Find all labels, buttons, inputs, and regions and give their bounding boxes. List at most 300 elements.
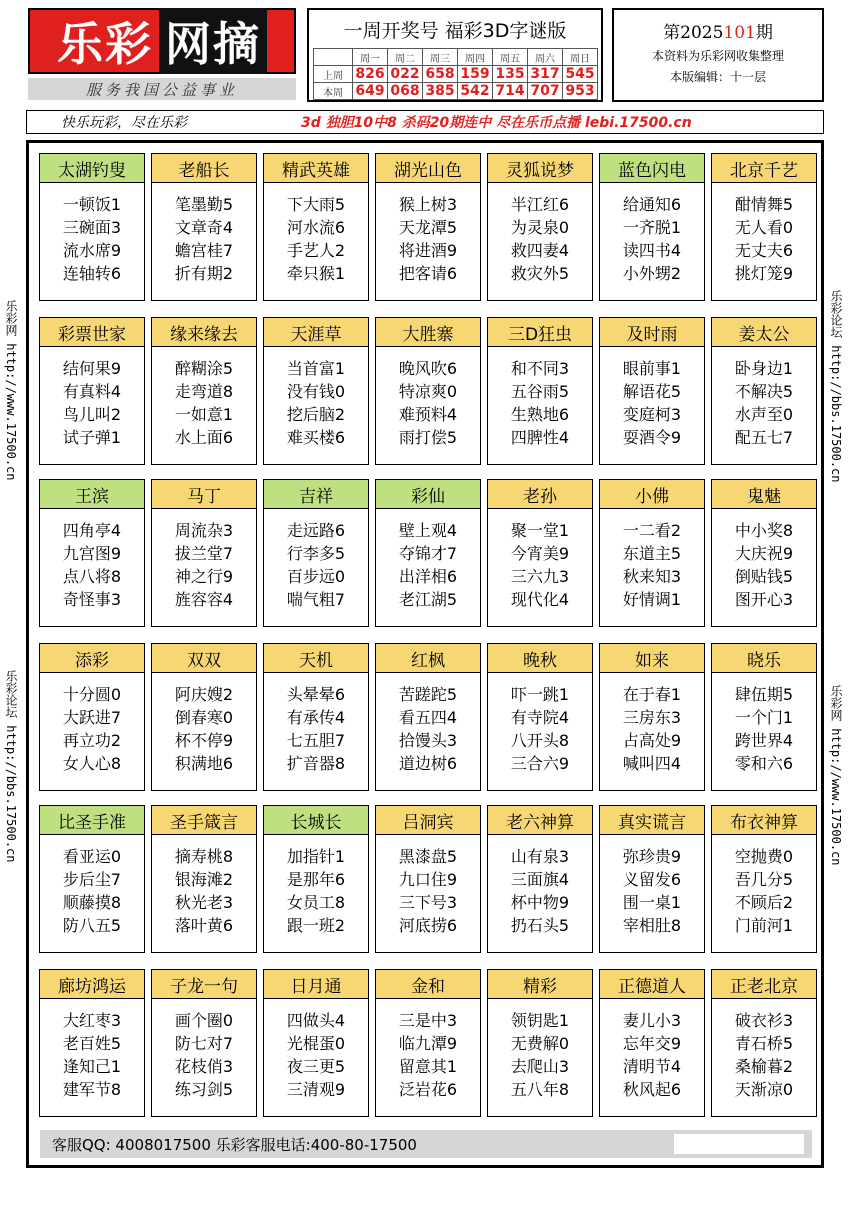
- puzzle-line: 笔墨勤5: [174, 195, 234, 214]
- puzzle-author: 正老北京: [712, 970, 816, 999]
- puzzle-line: 无丈夫6: [734, 241, 794, 260]
- puzzle-line: 青石桥5: [734, 1034, 794, 1053]
- puzzle-line: 不顾后2: [734, 893, 794, 912]
- draw-number: 658: [423, 66, 458, 83]
- puzzle-line: 杯不停9: [174, 731, 234, 750]
- puzzle-line: 走远路6: [286, 521, 346, 540]
- puzzle-cell: [39, 479, 145, 627]
- puzzle-line: 酣情舞5: [734, 195, 794, 214]
- puzzle-lines: [376, 509, 480, 611]
- puzzle-cell: [487, 317, 593, 465]
- puzzle-line: 晚风吹6: [398, 359, 458, 378]
- day-label: 周三: [423, 49, 458, 66]
- day-label: 周五: [493, 49, 528, 66]
- puzzle-line: 画个圈0: [174, 1011, 234, 1030]
- puzzle-cell: [39, 805, 145, 953]
- puzzle-cell: [263, 643, 369, 791]
- puzzle-lines: [712, 835, 816, 937]
- puzzle-line: 旌容容4: [174, 590, 234, 609]
- puzzle-line: 忘年交9: [622, 1034, 682, 1053]
- puzzle-line: 天龙潭5: [398, 218, 458, 237]
- puzzle-line: 一个门1: [734, 708, 794, 727]
- puzzle-cell: [487, 643, 593, 791]
- puzzle-line: 特凉爽0: [398, 382, 458, 401]
- puzzle-line: 无人看0: [734, 218, 794, 237]
- puzzle-author: 小佛: [600, 480, 704, 509]
- puzzle-cell: [711, 479, 817, 627]
- puzzle-line: 大庆祝9: [734, 544, 794, 563]
- puzzle-line: 河水流6: [286, 218, 346, 237]
- puzzle-line: 在于春1: [622, 685, 682, 704]
- puzzle-lines: [712, 183, 816, 285]
- puzzle-author: 精彩: [488, 970, 592, 999]
- puzzle-line: 围一桌1: [622, 893, 682, 912]
- puzzle-line: 读四书4: [622, 241, 682, 260]
- puzzle-lines: [488, 347, 592, 449]
- puzzle-line: 破衣衫3: [734, 1011, 794, 1030]
- puzzle-line: 练习剑5: [174, 1080, 234, 1099]
- puzzle-lines: [488, 509, 592, 611]
- puzzle-line: 百步远0: [286, 567, 346, 586]
- draw-number: 826: [353, 66, 388, 83]
- puzzle-line: 天渐凉0: [734, 1080, 794, 1099]
- puzzle-author: 彩仙: [376, 480, 480, 509]
- puzzle-line: 三清观9: [286, 1080, 346, 1099]
- puzzle-author: 日月通: [264, 970, 368, 999]
- puzzle-lines: [152, 347, 256, 449]
- puzzle-line: 吓一跳1: [510, 685, 570, 704]
- puzzle-line: 下大雨5: [286, 195, 346, 214]
- puzzle-line: 积满地6: [174, 754, 234, 773]
- puzzle-author: 金和: [376, 970, 480, 999]
- puzzle-lines: [376, 183, 480, 285]
- draw-results-table: [313, 48, 598, 100]
- puzzle-author: 如来: [600, 644, 704, 673]
- puzzle-line: 聚一堂1: [510, 521, 570, 540]
- puzzle-lines: [152, 835, 256, 937]
- puzzle-line: 十分圆0: [62, 685, 122, 704]
- puzzle-line: 折有期2: [174, 264, 234, 283]
- puzzle-line: 奇怪事3: [62, 590, 122, 609]
- this-week-label: 本周: [314, 83, 353, 100]
- puzzle-line: 手艺人2: [286, 241, 346, 260]
- puzzle-line: 逢知己1: [62, 1057, 122, 1076]
- puzzle-line: 当首富1: [286, 359, 346, 378]
- puzzle-line: 妻儿小3: [622, 1011, 682, 1030]
- puzzle-line: 建军节8: [62, 1080, 122, 1099]
- puzzle-lines: [488, 999, 592, 1101]
- puzzle-author: 北京千艺: [712, 154, 816, 183]
- puzzle-line: 救灾外5: [510, 264, 570, 283]
- puzzle-line: 现代化4: [510, 590, 570, 609]
- puzzle-line: 摘寿桃8: [174, 847, 234, 866]
- puzzle-lines: [40, 347, 144, 449]
- draw-number: 317: [528, 66, 563, 83]
- puzzle-line: 不解决5: [734, 382, 794, 401]
- puzzle-lines: [152, 999, 256, 1101]
- puzzle-line: 解语花5: [622, 382, 682, 401]
- page-title: 一周开奖号 福彩3D字谜版: [343, 20, 567, 42]
- puzzle-line: 大跃进7: [62, 708, 122, 727]
- puzzle-line: 水上面6: [174, 428, 234, 447]
- puzzle-line: 耍酒令9: [622, 428, 682, 447]
- puzzle-line: 占高处9: [622, 731, 682, 750]
- puzzle-line: 义留发6: [622, 870, 682, 889]
- puzzle-line: 杯中物9: [510, 893, 570, 912]
- puzzle-line: 阿庆嫂2: [174, 685, 234, 704]
- puzzle-line: 临九潭9: [398, 1034, 458, 1053]
- puzzle-lines: [40, 183, 144, 285]
- puzzle-author: 湖光山色: [376, 154, 480, 183]
- puzzle-line: 步后尘7: [62, 870, 122, 889]
- puzzle-line: 黑漆盘5: [398, 847, 458, 866]
- puzzle-line: 防八五5: [62, 916, 122, 935]
- puzzle-line: 有寺院4: [510, 708, 570, 727]
- puzzle-line: 结何果9: [62, 359, 122, 378]
- puzzle-line: 老江湖5: [398, 590, 458, 609]
- draw-number: 385: [423, 83, 458, 100]
- draw-number: 022: [388, 66, 423, 83]
- puzzle-line: 看亚运0: [62, 847, 122, 866]
- puzzle-author: 双双: [152, 644, 256, 673]
- puzzle-line: 三是中3: [398, 1011, 458, 1030]
- footer: [40, 1130, 812, 1158]
- puzzle-lines: [40, 673, 144, 775]
- puzzle-lines: [488, 673, 592, 775]
- puzzle-author: 太湖钓叟: [40, 154, 144, 183]
- puzzle-lines: [264, 347, 368, 449]
- puzzle-author: 吉祥: [264, 480, 368, 509]
- puzzle-author: 布衣神算: [712, 806, 816, 835]
- puzzle-cell: [599, 479, 705, 627]
- puzzle-line: 跨世界4: [734, 731, 794, 750]
- puzzle-line: 为灵泉0: [510, 218, 570, 237]
- puzzle-line: 有承传4: [286, 708, 346, 727]
- logo-text-main: 乐彩: [57, 17, 153, 71]
- day-label: 周六: [528, 49, 563, 66]
- puzzle-author: 比圣手准: [40, 806, 144, 835]
- puzzle-line: 五八年8: [510, 1080, 570, 1099]
- puzzle-cell: [599, 643, 705, 791]
- puzzle-line: 一齐脱1: [622, 218, 682, 237]
- day-label: 周日: [563, 49, 598, 66]
- puzzle-author: 缘来缘去: [152, 318, 256, 347]
- puzzle-line: 夺锦才7: [398, 544, 458, 563]
- puzzle-line: 顺藤摸8: [62, 893, 122, 912]
- puzzle-lines: [40, 999, 144, 1101]
- puzzle-cell: [39, 969, 145, 1117]
- puzzle-line: 好情调1: [622, 590, 682, 609]
- puzzle-line: 夜三更5: [286, 1057, 346, 1076]
- puzzle-line: 拾馒头3: [398, 731, 458, 750]
- draw-number: 545: [563, 66, 598, 83]
- puzzle-line: 苦蹉跎5: [398, 685, 458, 704]
- puzzle-lines: [264, 835, 368, 937]
- day-label: 周一: [353, 49, 388, 66]
- issue-number: 第2025101期: [663, 23, 773, 43]
- puzzle-author: 精武英雄: [264, 154, 368, 183]
- puzzle-author: 蓝色闪电: [600, 154, 704, 183]
- draw-results-box: [307, 8, 603, 102]
- puzzle-line: 有真料4: [62, 382, 122, 401]
- puzzle-author: 及时雨: [600, 318, 704, 347]
- puzzle-line: 今宵美9: [510, 544, 570, 563]
- ad-slogan: 快乐玩彩，尽在乐彩: [61, 115, 187, 131]
- puzzle-line: 挑灯笼9: [734, 264, 794, 283]
- puzzle-cell: [375, 153, 481, 301]
- puzzle-cell: [711, 969, 817, 1117]
- puzzle-line: 点八将8: [62, 567, 122, 586]
- source-note: 本资料为乐彩网收集整理: [651, 49, 784, 63]
- puzzle-lines: [712, 509, 816, 611]
- puzzle-lines: [264, 509, 368, 611]
- puzzle-author: 添彩: [40, 644, 144, 673]
- puzzle-cell: [39, 153, 145, 301]
- puzzle-author: 正德道人: [600, 970, 704, 999]
- puzzle-cell: [599, 153, 705, 301]
- puzzle-lines: [376, 835, 480, 937]
- side-text-right-top: 乐彩论坛 http://bbs.17500.cn: [829, 290, 843, 483]
- puzzle-lines: [264, 673, 368, 775]
- puzzle-line: 山有泉3: [510, 847, 570, 866]
- puzzle-author: 三D狂虫: [488, 318, 592, 347]
- puzzle-author: 老孙: [488, 480, 592, 509]
- puzzle-line: 泛岩花6: [398, 1080, 458, 1099]
- puzzle-cell: [263, 317, 369, 465]
- puzzle-line: 是那年6: [286, 870, 346, 889]
- puzzle-lines: [376, 673, 480, 775]
- draw-number: 135: [493, 66, 528, 83]
- puzzle-line: 生熟地6: [510, 405, 570, 424]
- puzzle-author: 姜太公: [712, 318, 816, 347]
- puzzle-line: 半江红6: [510, 195, 570, 214]
- puzzle-cell: [711, 153, 817, 301]
- puzzle-line: 东道主5: [622, 544, 682, 563]
- puzzle-line: 一顿饭1: [62, 195, 122, 214]
- puzzle-cell: [599, 969, 705, 1117]
- puzzle-line: 拔兰堂7: [174, 544, 234, 563]
- draw-number: 542: [458, 83, 493, 100]
- puzzle-cell: [263, 969, 369, 1117]
- puzzle-lines: [488, 183, 592, 285]
- puzzle-line: 光棍蛋0: [286, 1034, 346, 1053]
- puzzle-line: 九宫图9: [62, 544, 122, 563]
- puzzle-cell: [151, 643, 257, 791]
- last-week-row: [314, 66, 598, 83]
- puzzle-line: 行李多5: [286, 544, 346, 563]
- puzzle-line: 看五四4: [398, 708, 458, 727]
- puzzle-line: 倒春寒0: [174, 708, 234, 727]
- day-label: 周二: [388, 49, 423, 66]
- puzzle-author: 老六神算: [488, 806, 592, 835]
- issue-box: [612, 8, 824, 102]
- puzzle-line: 防七对7: [174, 1034, 234, 1053]
- puzzle-line: 鸟儿叫2: [62, 405, 122, 424]
- last-week-label: 上周: [314, 66, 353, 83]
- puzzle-line: 清明节4: [622, 1057, 682, 1076]
- puzzle-lines: [152, 509, 256, 611]
- puzzle-cell: [151, 317, 257, 465]
- puzzle-cell: [711, 805, 817, 953]
- ad-link[interactable]: 3d 独胆10中8 杀码20期连中 尽在乐币点播 lebi.17500.cn: [301, 115, 692, 131]
- puzzle-line: 女人心8: [62, 754, 122, 773]
- puzzle-line: 图开心3: [734, 590, 794, 609]
- puzzle-author: 晚秋: [488, 644, 592, 673]
- puzzle-lines: [152, 183, 256, 285]
- puzzle-line: 雨打偿5: [398, 428, 458, 447]
- puzzle-line: 配五七7: [734, 428, 794, 447]
- puzzle-author: 圣手箴言: [152, 806, 256, 835]
- puzzle-line: 难预料4: [398, 405, 458, 424]
- puzzle-line: 连轴转6: [62, 264, 122, 283]
- puzzle-cell: [263, 479, 369, 627]
- puzzle-line: 中小奖8: [734, 521, 794, 540]
- puzzle-cell: [711, 643, 817, 791]
- puzzle-cell: [375, 479, 481, 627]
- puzzle-line: 九口住9: [398, 870, 458, 889]
- puzzle-lines: [600, 999, 704, 1101]
- puzzle-lines: [600, 835, 704, 937]
- puzzle-line: 水声至0: [734, 405, 794, 424]
- puzzle-line: 将进酒9: [398, 241, 458, 260]
- puzzle-line: 秋风起6: [622, 1080, 682, 1099]
- side-text-left-top: 乐彩网 http://www.17500.cn: [4, 300, 18, 481]
- puzzle-line: 一二看2: [622, 521, 682, 540]
- this-week-row: [314, 83, 598, 100]
- puzzle-line: 秋光老3: [174, 893, 234, 912]
- puzzle-line: 门前河1: [734, 916, 794, 935]
- puzzle-author: 吕洞宾: [376, 806, 480, 835]
- puzzle-line: 三碗面3: [62, 218, 122, 237]
- puzzle-cell: [599, 317, 705, 465]
- editor-note: 本版编辑：十一层: [669, 70, 766, 84]
- puzzle-line: 喊叫四4: [622, 754, 682, 773]
- puzzle-line: 难买楼6: [286, 428, 346, 447]
- puzzle-lines: [376, 999, 480, 1101]
- puzzle-author: 王滨: [40, 480, 144, 509]
- puzzle-line: 再立功2: [62, 731, 122, 750]
- puzzle-line: 八开头8: [510, 731, 570, 750]
- days-row: [314, 49, 598, 66]
- puzzle-author: 彩票世家: [40, 318, 144, 347]
- puzzle-line: 秋来知3: [622, 567, 682, 586]
- puzzle-cell: [487, 805, 593, 953]
- puzzle-author: 子龙一句: [152, 970, 256, 999]
- puzzle-line: 流水席9: [62, 241, 122, 260]
- puzzle-author: 老船长: [152, 154, 256, 183]
- draw-number: 714: [493, 83, 528, 100]
- puzzle-author: 晓乐: [712, 644, 816, 673]
- puzzle-line: 道边树6: [398, 754, 458, 773]
- puzzle-author: 天涯草: [264, 318, 368, 347]
- puzzle-line: 周流杂3: [174, 521, 234, 540]
- puzzle-line: 出洋相6: [398, 567, 458, 586]
- day-label: 周四: [458, 49, 493, 66]
- draw-number: 707: [528, 83, 563, 100]
- puzzle-line: 把客请6: [398, 264, 458, 283]
- puzzle-line: 三面旗4: [510, 870, 570, 889]
- puzzle-cell: [599, 805, 705, 953]
- puzzle-line: 落叶黄6: [174, 916, 234, 935]
- puzzle-line: 牵只猴1: [286, 264, 346, 283]
- slogan: 服务我国公益事业: [28, 78, 296, 100]
- puzzle-line: 扔石头5: [510, 916, 570, 935]
- puzzle-author: 红枫: [376, 644, 480, 673]
- puzzle-lines: [40, 509, 144, 611]
- puzzle-cell: [375, 643, 481, 791]
- puzzle-cell: [263, 805, 369, 953]
- puzzle-line: 倒贴钱5: [734, 567, 794, 586]
- puzzle-author: 真实谎言: [600, 806, 704, 835]
- puzzle-cell: [487, 479, 593, 627]
- puzzle-lines: [264, 183, 368, 285]
- puzzle-cell: [375, 805, 481, 953]
- draw-number: 159: [458, 66, 493, 83]
- draw-number: 953: [563, 83, 598, 100]
- puzzle-author: 长城长: [264, 806, 368, 835]
- puzzle-line: 扩音器8: [286, 754, 346, 773]
- puzzle-line: 壁上观4: [398, 521, 458, 540]
- puzzle-line: 桑榆暮2: [734, 1057, 794, 1076]
- puzzle-lines: [376, 347, 480, 449]
- puzzle-line: 三下号3: [398, 893, 458, 912]
- puzzle-lines: [712, 347, 816, 449]
- side-text-right-bottom: 乐彩网 http://www.17500.cn: [829, 685, 843, 866]
- puzzle-line: 蟾宫桂7: [174, 241, 234, 260]
- puzzle-cell: [487, 153, 593, 301]
- puzzle-line: 无费解0: [510, 1034, 570, 1053]
- puzzle-line: 七五胆7: [286, 731, 346, 750]
- draw-number: 649: [353, 83, 388, 100]
- puzzle-cell: [375, 969, 481, 1117]
- puzzle-line: 女员工8: [286, 893, 346, 912]
- puzzle-line: 挖后脑2: [286, 405, 346, 424]
- puzzle-line: 三六九3: [510, 567, 570, 586]
- puzzle-line: 三合六9: [510, 754, 570, 773]
- puzzle-author: 灵狐说梦: [488, 154, 592, 183]
- puzzle-line: 五谷雨5: [510, 382, 570, 401]
- puzzle-author: 廊坊鸿运: [40, 970, 144, 999]
- puzzle-line: 四脾性4: [510, 428, 570, 447]
- puzzle-author: 大胜寨: [376, 318, 480, 347]
- puzzle-line: 老百姓5: [62, 1034, 122, 1053]
- puzzle-line: 喘气粗7: [286, 590, 346, 609]
- puzzle-lines: [712, 999, 816, 1101]
- puzzle-cell: [151, 805, 257, 953]
- puzzle-cell: [487, 969, 593, 1117]
- puzzle-line: 神之行9: [174, 567, 234, 586]
- puzzle-lines: [488, 835, 592, 937]
- puzzle-line: 卧身边1: [734, 359, 794, 378]
- puzzle-line: 零和六6: [734, 754, 794, 773]
- puzzle-line: 头晕晕6: [286, 685, 346, 704]
- puzzle-lines: [600, 183, 704, 285]
- puzzle-line: 四做头4: [286, 1011, 346, 1030]
- puzzle-cell: [151, 969, 257, 1117]
- puzzle-line: 河底捞6: [398, 916, 458, 935]
- puzzle-line: 眼前事1: [622, 359, 682, 378]
- puzzle-line: 留意其1: [398, 1057, 458, 1076]
- side-text-left-bottom: 乐彩论坛 http://bbs.17500.cn: [4, 670, 18, 863]
- puzzle-lines: [264, 999, 368, 1101]
- puzzle-line: 救四妻4: [510, 241, 570, 260]
- puzzle-line: 弥珍贵9: [622, 847, 682, 866]
- puzzle-lines: [152, 673, 256, 775]
- puzzle-cell: [39, 317, 145, 465]
- puzzle-lines: [600, 673, 704, 775]
- puzzle-line: 四角亭4: [62, 521, 122, 540]
- puzzle-line: 花枝俏3: [174, 1057, 234, 1076]
